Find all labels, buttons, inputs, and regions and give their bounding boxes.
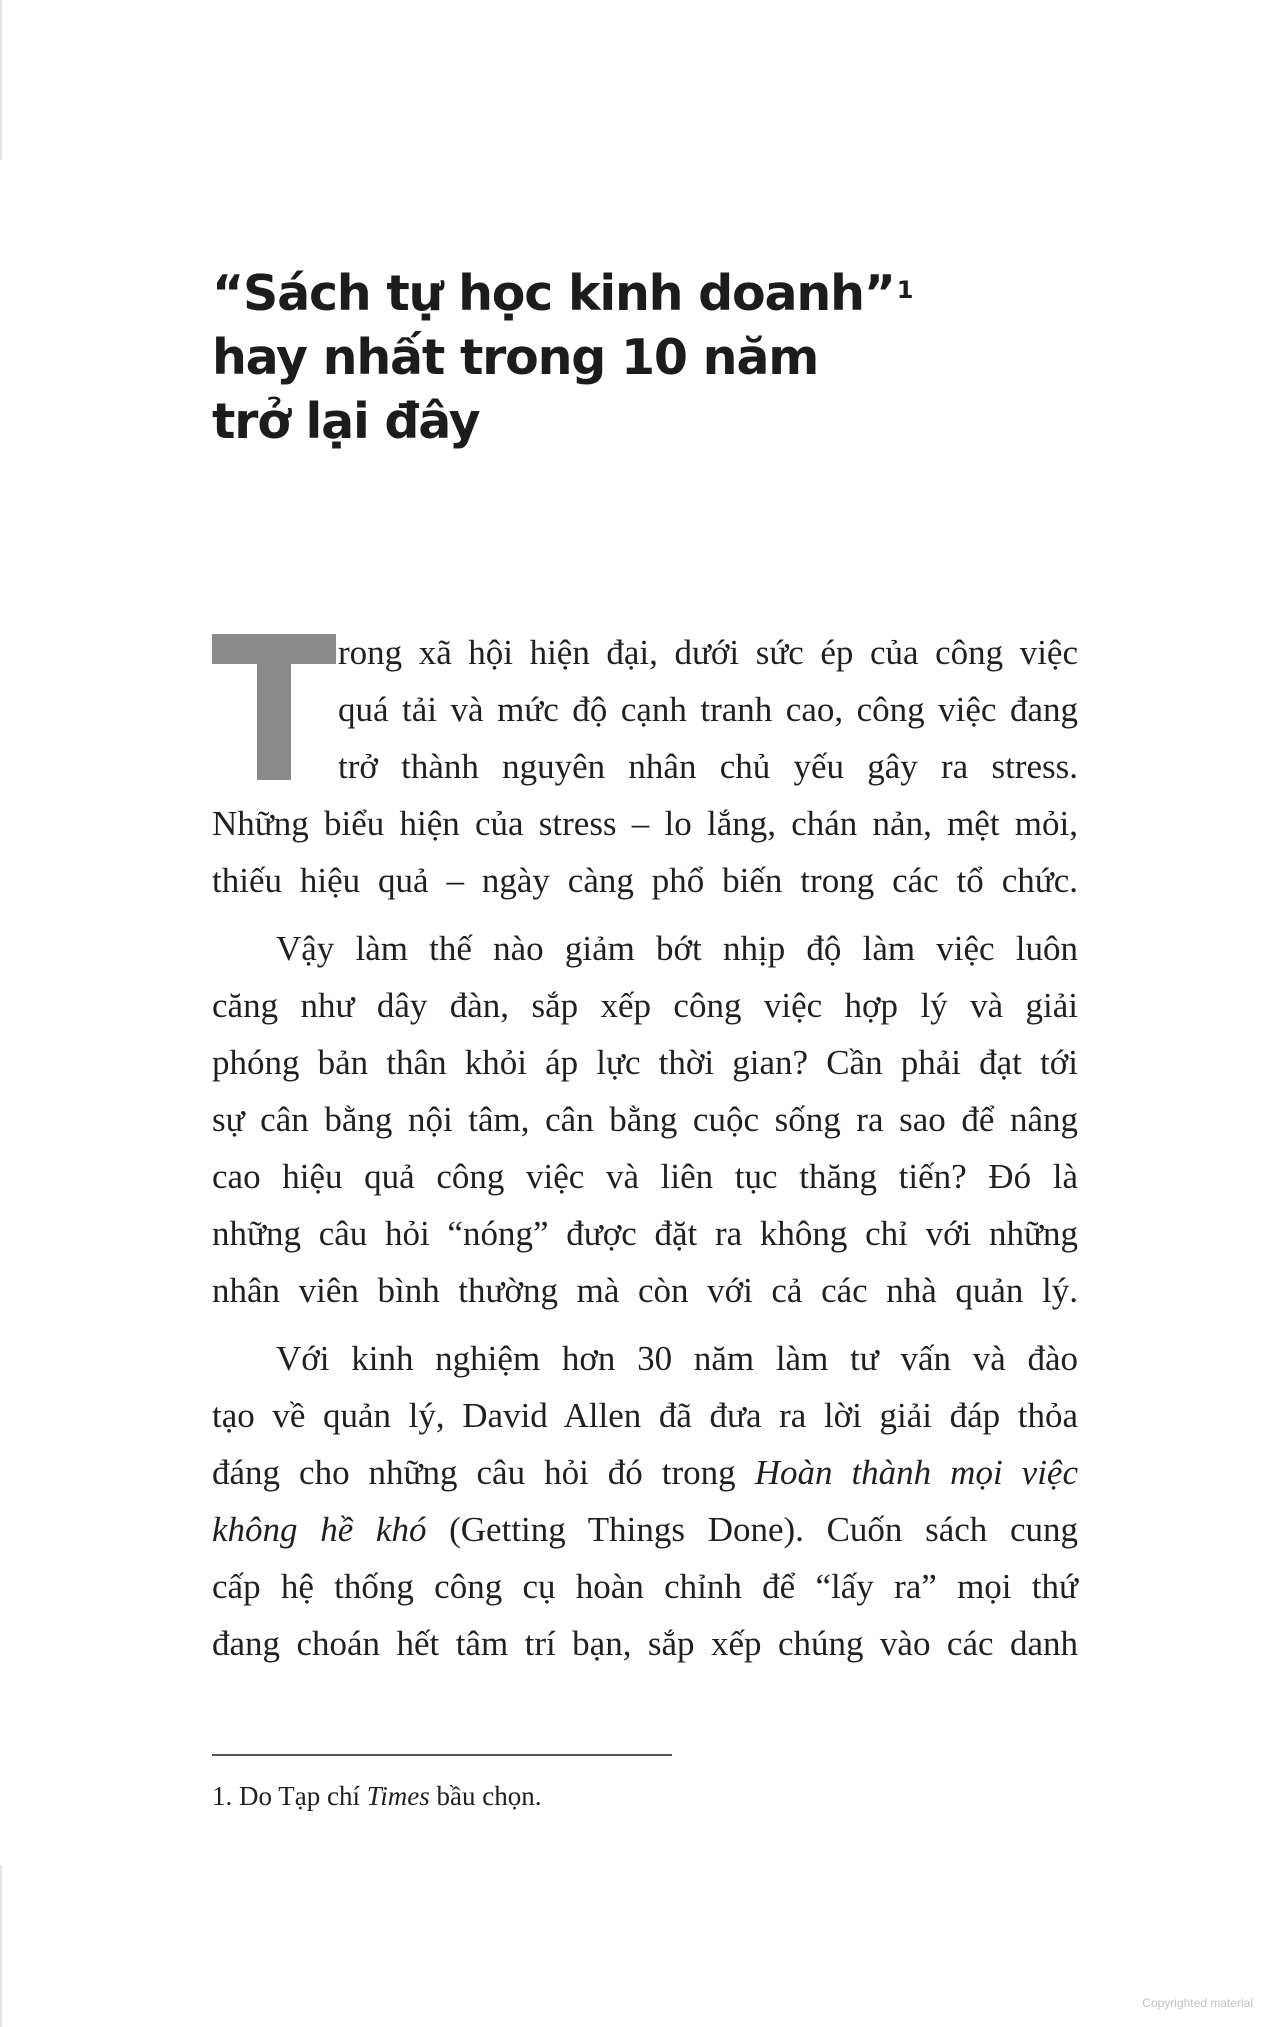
text-line: rong xã hội hiện đại, dưới sức ép của công việc <box>338 633 1078 672</box>
footnote-text: Do Tạp chí <box>239 1781 360 1811</box>
drop-cap <box>212 634 336 780</box>
text-line: phóng bản thân khỏi áp lực thời gian? Cần phải đạt tới <box>212 1043 1078 1082</box>
chapter-title <box>212 262 913 454</box>
text-line: đang choán hết tâm trí bạn, sắp xếp chúng vào các danh <box>212 1624 1078 1663</box>
text-line: không hề khó (Getting Things Done). Cuốn sách cung <box>212 1510 1078 1549</box>
footnote-text-end: bầu chọn. <box>436 1781 542 1811</box>
text-line: Những biểu hiện của stress – lo lắng, chán nản, mệt mỏi, <box>212 804 1078 843</box>
copyright-watermark: Copyrighted material <box>1142 1996 1253 2010</box>
page-edge-top <box>0 0 2 160</box>
chapter-title-line-3: trở lại đây <box>212 393 480 450</box>
text-line: nhân viên bình thường mà còn với cả các nhà quản lý. <box>212 1271 1078 1310</box>
text-line: đáng cho những câu hỏi đó trong Hoàn thành mọi việc <box>212 1453 1079 1492</box>
text-line: cấp hệ thống công cụ hoàn chỉnh để “lấy ra” mọi thứ <box>212 1567 1078 1606</box>
book-title-italic: Hoàn thành mọi việc <box>754 1453 1079 1492</box>
footnote-reference[interactable]: 1 <box>896 276 914 304</box>
footnote-number: 1. <box>212 1781 233 1811</box>
body-text <box>212 624 1078 1683</box>
text-line: quá tải và mức độ cạnh tranh cao, công việc đang <box>338 690 1078 729</box>
footnote <box>212 1776 541 1816</box>
footnote-divider <box>212 1754 672 1756</box>
text-line: Với kinh nghiệm hơn 30 năm làm tư vấn và đào <box>276 1339 1078 1378</box>
text-line: sự cân bằng nội tâm, cân bằng cuộc sống ra sao để nâng <box>212 1100 1078 1139</box>
text-line: căng như dây đàn, sắp xếp công việc hợp lý và giải <box>212 986 1078 1025</box>
chapter-title-line-1: “Sách tự học kinh doanh”$^1$ <box>212 265 914 322</box>
text-line: trở thành nguyên nhân chủ yếu gây ra stress. <box>338 747 1078 786</box>
paragraph-1 <box>212 624 1078 909</box>
text-line: thiếu hiệu quả – ngày càng phổ biến trong các tổ chức. <box>212 861 1078 900</box>
drop-cap-stem <box>257 634 291 780</box>
book-title-italic: không hề khó <box>212 1510 427 1549</box>
text-line: tạo về quản lý, David Allen đã đưa ra lời giải đáp thỏa <box>212 1396 1078 1435</box>
text-line: những câu hỏi “nóng” được đặt ra không chỉ với những <box>212 1214 1078 1253</box>
chapter-title-line-2: hay nhất trong 10 năm <box>212 329 819 386</box>
text-line: Vậy làm thế nào giảm bớt nhịp độ làm việc luôn <box>276 929 1078 968</box>
paragraph-2 <box>212 920 1078 1319</box>
text-line: cao hiệu quả công việc và liên tục thăng tiến? Đó là <box>212 1157 1078 1196</box>
paragraph-3 <box>212 1330 1078 1672</box>
page-edge-bottom <box>0 1865 2 2027</box>
footnote-italic: Times <box>366 1781 430 1811</box>
